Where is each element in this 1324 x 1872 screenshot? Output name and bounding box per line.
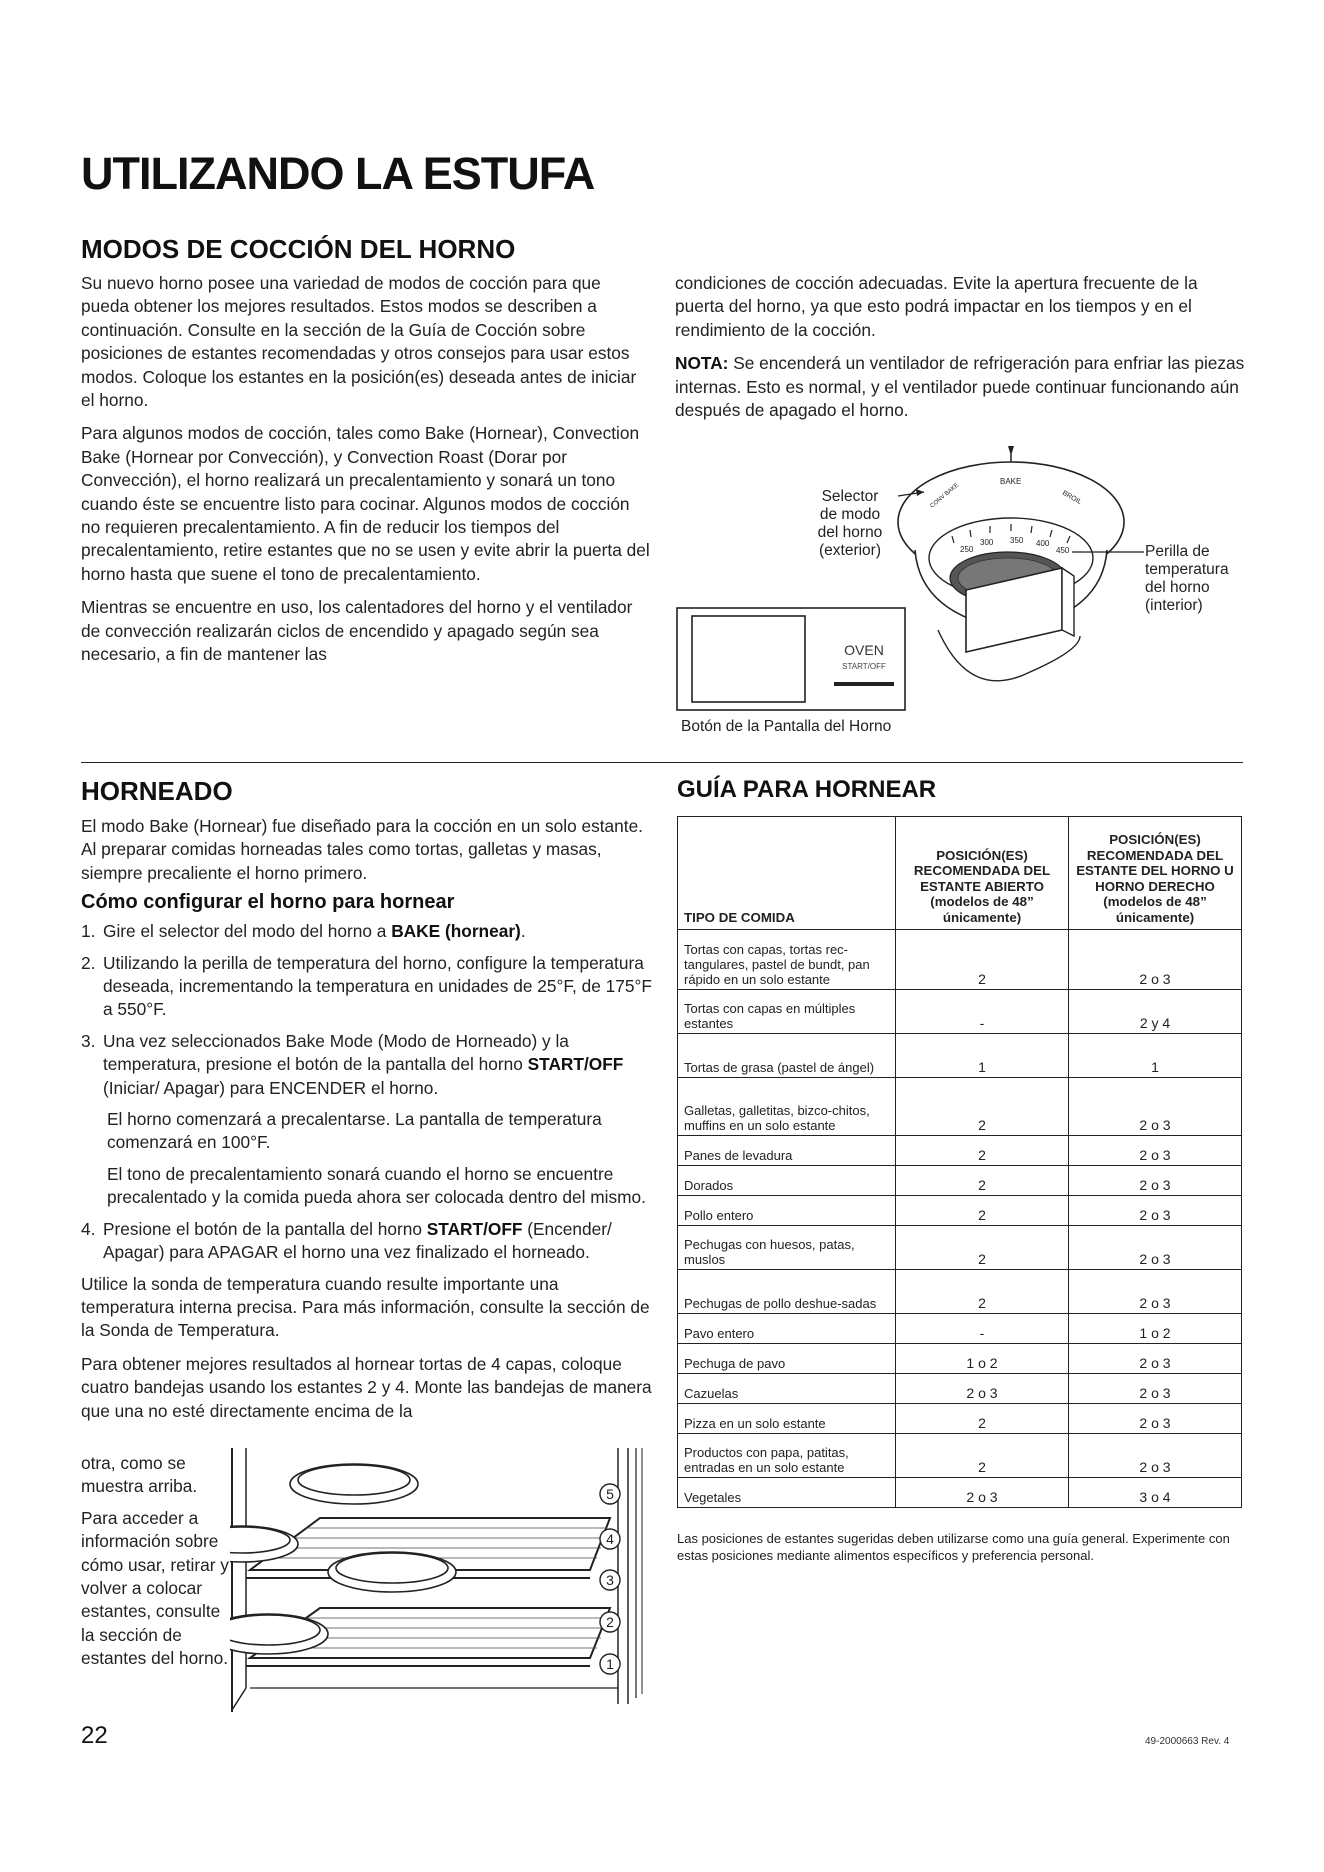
bake-step — [81, 920, 653, 943]
right-oven-cell: 2 o 3 — [1069, 930, 1242, 990]
display-screen — [692, 616, 805, 702]
food-cell: Tortas de grasa (pastel de ángel) — [678, 1034, 896, 1078]
step-bold: BAKE (hornear) — [391, 921, 521, 942]
open-rack-cell: 2 — [896, 1226, 1069, 1270]
food-cell: Pechugas de pollo deshue-sadas — [678, 1270, 896, 1314]
diagram-caption: Botón de la Pantalla del Horno — [681, 718, 892, 735]
food-cell: Productos con papa, patitas, entradas en un solo estante — [678, 1434, 896, 1478]
rack-number: 5 — [606, 1486, 614, 1502]
table-row — [678, 1404, 1242, 1434]
table-header-row — [678, 817, 1242, 930]
rack-number: 1 — [606, 1656, 614, 1672]
right-oven-cell: 1 — [1069, 1034, 1242, 1078]
food-cell: Tortas con capas en múltiples estantes — [678, 990, 896, 1034]
note-text: Se encenderá un ventilador de refrigeración para enfriar las piezas internas. Esto es normal, y el ventilador puede continuar funcionando aún después de apagado el horno. — [675, 353, 1245, 421]
rack-number: 3 — [606, 1572, 614, 1588]
food-cell: Dorados — [678, 1166, 896, 1196]
baking-guide-table — [677, 816, 1242, 1508]
food-cell: Pollo entero — [678, 1196, 896, 1226]
table-row — [678, 1166, 1242, 1196]
selector-label-line: del horno — [817, 524, 883, 541]
modes-para-3: Mientras se encuentre en uso, los calentadores del horno y el ventilador de convección realizarán ciclos de encendido y apagado según sea necesario, a fin de mantener las — [81, 597, 633, 665]
step3-sub-2: El tono de precalentamiento sonará cuando el horno se encuentre precalentado y la comida pueda ahora ser colocada dentro del mismo. — [107, 1163, 646, 1208]
food-cell: Pechuga de pavo — [678, 1344, 896, 1374]
bake-steps — [81, 920, 653, 1100]
food-cell: Vegetales — [678, 1478, 896, 1508]
table-body — [678, 930, 1242, 1508]
table-row — [678, 1078, 1242, 1136]
food-cell: Galletas, galletitas, bizco-chitos, muffins en un solo estante — [678, 1078, 896, 1136]
open-rack-cell: 2 — [896, 1270, 1069, 1314]
step-number: 1. — [81, 921, 96, 942]
food-cell: Panes de levadura — [678, 1136, 896, 1166]
table-row — [678, 1434, 1242, 1478]
right-oven-cell: 2 o 3 — [1069, 1166, 1242, 1196]
modes-para-1: Su nuevo horno posee una variedad de modos de cocción para que pueda obtener los mejores resultados. Estos modos se describen a continuación. Consulte en la sección de la Guía de Cocción sobre posiciones de estantes recomendadas y otros consejos para usar estos modos. Coloque los estantes en la posición(es) deseada antes de iniciar el horno. — [81, 273, 637, 411]
step-text: Gire el selector del modo del horno a — [103, 921, 392, 942]
open-rack-cell: 1 o 2 — [896, 1344, 1069, 1374]
oven-dial-diagram — [670, 440, 1190, 730]
right-oven-cell: 2 y 4 — [1069, 990, 1242, 1034]
step-number: 2. — [81, 952, 96, 973]
bake-heading-wrap — [81, 776, 233, 807]
dial-conv-label: CONV BAKE — [929, 482, 961, 510]
modes-right-column — [675, 272, 1245, 432]
bake-step — [81, 952, 653, 1022]
dial-bake-label: BAKE — [1000, 477, 1022, 486]
knob-label-line: Perilla de — [1145, 543, 1210, 560]
right-oven-cell: 3 o 4 — [1069, 1478, 1242, 1508]
dial-temp-label: 350 — [1010, 536, 1024, 545]
selector-label-line: (exterior) — [818, 542, 881, 559]
modes-heading-wrap — [81, 234, 515, 265]
open-rack-cell: - — [896, 990, 1069, 1034]
bake-step — [81, 1218, 653, 1265]
step3-sub-1: El horno comenzará a precalentarse. La pantalla de temperatura comenzará en 100°F. — [107, 1109, 602, 1153]
modes-heading: MODOS DE COCCIÓN DEL HORNO — [81, 234, 516, 264]
cake-pans — [230, 1464, 456, 1654]
step-text: Presione el botón de la pantalla del horno — [103, 1218, 427, 1239]
right-oven-cell: 2 o 3 — [1069, 1136, 1242, 1166]
step-text: (Encender/ Apagar) para APAGAR el horno una vez finalizado el horneado. — [103, 1218, 612, 1263]
page-title: UTILIZANDO LA ESTUFA — [81, 148, 595, 199]
bake-steps-cont — [81, 1218, 653, 1265]
table-row — [678, 990, 1242, 1034]
rack-text-1: otra, como se muestra arriba. — [81, 1453, 198, 1497]
open-rack-cell: 2 — [896, 1196, 1069, 1226]
col-header-open-rack: POSICIÓN(ES) RECOMENDADA DEL ESTANTE ABIERTO (modelos de 48” únicamente) — [896, 817, 1069, 930]
food-cell: Cazuelas — [678, 1374, 896, 1404]
selector-label-line: Selector — [821, 488, 879, 505]
step-text: Una vez seleccionados Bake Mode (Modo de Horneado) y la temperatura, presione el botón de la pantalla del horno — [103, 1030, 569, 1075]
bake-column — [81, 815, 653, 1423]
open-rack-cell: 2 — [896, 1404, 1069, 1434]
open-rack-cell: - — [896, 1314, 1069, 1344]
rack-number: 4 — [606, 1531, 614, 1547]
selector-label-line: de modo — [819, 506, 881, 523]
bake-step — [81, 1030, 653, 1100]
modes-para-continued: condiciones de cocción adecuadas. Evite la apertura frecuente de la puerta del horno, ya que esto podrá impactar en los tiempos y en el rendimiento de la cocción. — [675, 273, 1198, 340]
right-oven-cell: 2 o 3 — [1069, 1374, 1242, 1404]
table-row — [678, 1034, 1242, 1078]
open-rack-cell: 2 — [896, 1078, 1069, 1136]
dial-temp-label: 450 — [1056, 546, 1070, 555]
food-cell: Pechugas con huesos, patas, muslos — [678, 1226, 896, 1270]
knob-label-line: temperatura — [1145, 561, 1229, 578]
table-row — [678, 1374, 1242, 1404]
right-oven-cell: 2 o 3 — [1069, 1226, 1242, 1270]
step-bold: START/OFF — [426, 1218, 523, 1239]
probe-paragraph: Utilice la sonda de temperatura cuando resulte importante una temperatura interna precisa. Para más información, consulte la sección de la Sonda de Temperatura. — [81, 1273, 650, 1341]
note-paragraph — [675, 352, 1245, 422]
step-number: 4. — [81, 1218, 96, 1239]
section-divider — [81, 762, 1243, 763]
right-oven-cell: 2 o 3 — [1069, 1344, 1242, 1374]
oven-button-sublabel: START/OFF — [842, 662, 886, 671]
dial-broil-label: BROIL — [1061, 489, 1083, 507]
page-number: 22 — [81, 1722, 108, 1749]
right-oven-cell: 2 o 3 — [1069, 1078, 1242, 1136]
food-cell: Pavo entero — [678, 1314, 896, 1344]
bake-heading: HORNEADO — [81, 776, 233, 806]
open-rack-cell: 2 — [896, 1136, 1069, 1166]
rack-number: 2 — [606, 1614, 614, 1630]
document-id: 49-2000663 Rev. 4 — [1145, 1736, 1230, 1747]
right-oven-cell: 2 o 3 — [1069, 1270, 1242, 1314]
note-label: NOTA: — [675, 353, 729, 374]
table-note: Las posiciones de estantes sugeridas deben utilizarse como una guía general. Experimente con estas posiciones mediante alimentos específicos y preferencia personal. — [677, 1531, 1230, 1563]
table-row — [678, 1136, 1242, 1166]
col-header-right-oven: POSICIÓN(ES) RECOMENDADA DEL ESTANTE DEL HORNO U HORNO DERECHO (modelos de 48” únicamente) — [1069, 817, 1242, 930]
modes-left-column — [81, 272, 651, 667]
dial-temp-label: 400 — [1036, 539, 1050, 548]
table-row — [678, 1314, 1242, 1344]
modes-para-2: Para algunos modos de cocción, tales como Bake (Hornear), Convection Bake (Hornear por Convección), y Convection Roast (Dorar por Convección), el horno realizará un precalentamiento y sonará un tono cuando éste se encuentre listo para cocinar. Algunos modos de cocción no requieren precalentamiento. A fin de reducir los tiempos del precalentamiento, retire estantes que no se usen y evite abrir la puerta del horno hasta que suene el tono de precalentamiento. — [81, 423, 650, 584]
bake-intro: El modo Bake (Hornear) fue diseñado para la cocción en un solo estante. Al preparar comidas horneadas tales como tortas, galletas y masas, siempre precaliente el horno primero. — [81, 816, 643, 883]
table-row — [678, 1478, 1242, 1508]
oven-button-label: OVEN — [844, 642, 884, 658]
dial-temp-label: 250 — [960, 545, 974, 554]
right-oven-cell: 1 o 2 — [1069, 1314, 1242, 1344]
step-text: . — [520, 921, 526, 942]
col-header-food: TIPO DE COMIDA — [678, 817, 896, 930]
step-bold: START/OFF — [527, 1054, 624, 1075]
table-row — [678, 1196, 1242, 1226]
open-rack-cell: 2 — [896, 1166, 1069, 1196]
open-rack-cell: 2 — [896, 930, 1069, 990]
knob-label-line: (interior) — [1145, 597, 1203, 614]
right-oven-cell: 2 o 3 — [1069, 1434, 1242, 1478]
rack-text — [81, 1452, 231, 1679]
table-row — [678, 1270, 1242, 1314]
guide-heading: GUÍA PARA HORNEAR — [677, 776, 937, 803]
rack-text-2: Para acceder a información sobre cómo usar, retirar y volver a colocar estantes, consulte la sección de estantes del horno. — [81, 1507, 229, 1669]
table-row — [678, 930, 1242, 990]
food-cell: Tortas con capas, tortas rec-tangulares, pastel de bundt, pan rápido en un solo estante — [678, 930, 896, 990]
oven-rack-illustration — [230, 1448, 650, 1712]
knob-label-line: del horno — [1145, 579, 1210, 596]
step-number: 3. — [81, 1030, 96, 1051]
step-text: Utilizando la perilla de temperatura del horno, configure la temperatura deseada, incrementando la temperatura en unidades de 25°F, de 175°F a 550°F. — [103, 952, 652, 1020]
right-oven-cell: 2 o 3 — [1069, 1196, 1242, 1226]
open-rack-cell: 2 o 3 — [896, 1478, 1069, 1508]
food-cell: Pizza en un solo estante — [678, 1404, 896, 1434]
dial-temp-label: 300 — [980, 538, 994, 547]
layers-paragraph: Para obtener mejores resultados al hornear tortas de 4 capas, coloque cuatro bandejas usando los estantes 2 y 4. Monte las bandejas de manera que una no esté directamente encima de la — [81, 1353, 652, 1421]
bake-subheading: Cómo configurar el horno para hornear — [81, 891, 455, 914]
open-rack-cell: 1 — [896, 1034, 1069, 1078]
open-rack-cell: 2 — [896, 1434, 1069, 1478]
table-row — [678, 1226, 1242, 1270]
table-row — [678, 1344, 1242, 1374]
right-oven-cell: 2 o 3 — [1069, 1404, 1242, 1434]
step-text: (Iniciar/ Apagar) para ENCENDER el horno. — [103, 1077, 439, 1098]
open-rack-cell: 2 o 3 — [896, 1374, 1069, 1404]
